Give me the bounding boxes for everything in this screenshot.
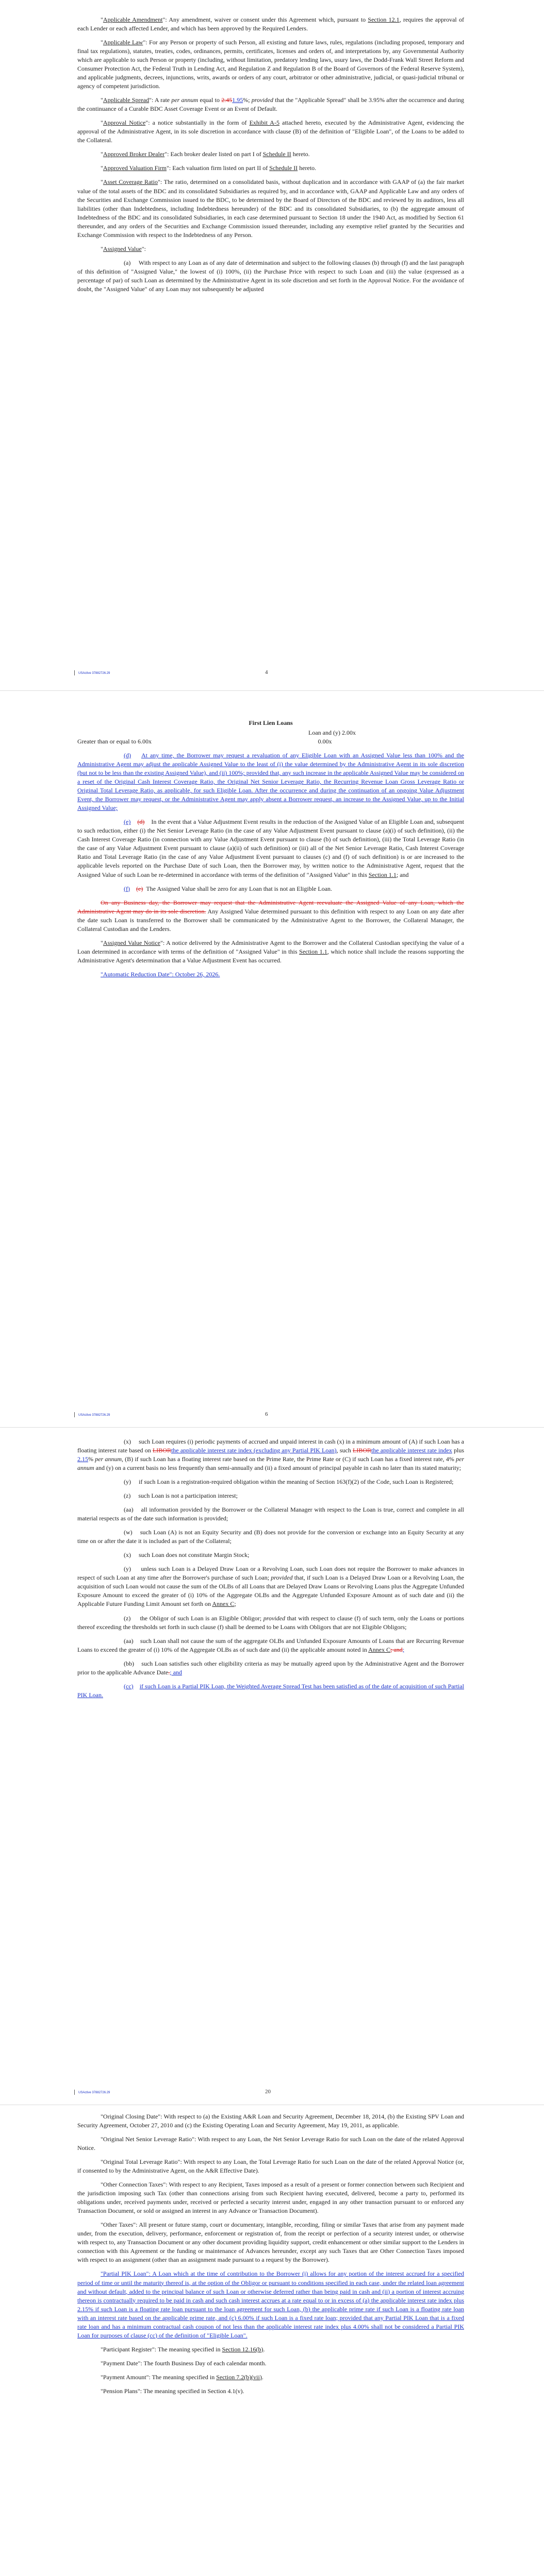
definition-assigned-value-notice: "Assigned Value Notice": A notice delivered by the Administrative Agent to the Borrower and the Collateral Custodian specifying the value of a Loan determined in accordance with terms of the definition of "Assigned Value" in this Section 1.1, which notice shall include the reasons supporting the Administrative Agent's determination that a Value Adjustment Event has occurred. bbox=[77, 939, 464, 964]
eligibility-clause-x2: (x) such Loan does not constitute Margin Stock; bbox=[124, 1551, 250, 1559]
definition-applicable-amendment: "Applicable Amendment": Any amendment, waiver or consent under this Agreement which, pursuant to Section 12.1, requires the approval of each Lender or each affected Lender, and which has been approved by the Required Lenders. bbox=[77, 16, 465, 32]
eligibility-clause-aa: (aa) all information provided by the Borrower or the Collateral Manager with respect to the Loan is true, correct and complete in all material respects as of the date such information is provided; bbox=[77, 1506, 464, 1522]
definition-original-closing-date: "Original Closing Date": With respect to (a) the Existing A&R Loan and Security Agreement, December 18, 2014, (b) the Existing SPV Loan and Security Agreement, October 27, 2010 and (c) the Existing Operating Loan and Security Agreement, May 19, 2011, as applicable. bbox=[77, 2113, 464, 2129]
definition-participant-register: "Participant Register": The meaning specified in Section 12.16(b). bbox=[101, 2345, 265, 2353]
page-33 bbox=[77, 2112, 464, 2401]
definition-asset-coverage-ratio: "Asset Coverage Ratio": The ratio, determined on a consolidated basis, without duplication and in accordance with GAAP of (a) the fair market value of the total assets of the BDC and its consolidated Subsidiaries as required by, and in accordance with, GAAP and Applicable Law and any orders of the Securities and Exchange Commission issued to the BDC, to be determined by the Board of Directors of the BDC and reviewed by its auditors, less all liabilities (other than Indebtedness, including Indebtedness hereunder) of the BDC and its consolidated Subsidiaries, to (b) the aggregate amount of Indebtedness of the BDC and its consolidated Subsidiaries, in each case determined pursuant to Section 18 under the 1940 Act, as modified by Section 61 thereunder, and any orders of the Securities and Exchange Commission issued thereunder, including any exemptive relief granted by the Securities and Exchange Commission with respect to the Indebtedness of any Person. bbox=[77, 178, 464, 239]
eligibility-clause-aa2: (aa) such Loan shall not cause the sum of the aggregate OLBs and Unfunded Exposure Amounts of Loans that are Recurring Revenue Loans to exceed the greater of (i) 10% of the Aggregate OLBs as of such date and (ii) the applicable amount noted in Annex C; and; bbox=[77, 1637, 464, 1653]
eligibility-clause-y: (y) if such Loan is a registration-required obligation within the meaning of Section 163(f)(2) of the Code, such Loan is Registered; bbox=[124, 1478, 454, 1486]
eligibility-clause-cc: (cc) if such Loan is a Partial PIK Loan, the Weighted Average Spread Test has been satisfied as of the date of acquisition of such Partial PIK Loan. bbox=[77, 1682, 464, 1699]
page-footer: USActive 37882726.29 6 bbox=[74, 1412, 466, 1419]
eligibility-clause-w: (w) such Loan (A) is not an Equity Security and (B) does not provide for the conversion or exchange into an Equity Security at any time on or after the date it is included as part of the Collateral; bbox=[77, 1529, 464, 1545]
definition-approval-notice: "Approval Notice": a notice substantially in the form of Exhibit A-5 attached hereto, executed by the Administrative Agent, evidencing the approval of the Administrative Agent, in its sole discretion in accordance with clause (B) of the definition of "Eligible Loan", of the Loans to be added to the Collateral. bbox=[77, 119, 464, 144]
page-footer bbox=[74, 670, 466, 677]
eligibility-clause-z2: (z) the Obligor of such Loan is an Eligible Obligor; provided that with respect to clause (f) of such term, only the Loans or portions thereof exceeding the thresholds set forth in such clause (f) shall be deemed to be Loans with Obligors that are not Eligible Obligors; bbox=[77, 1614, 464, 1631]
definition-applicable-law: "Applicable Law": For any Person or property of such Person, all existing and future laws, rules, regulations (including proposed, temporary and final tax regulations), statutes, treaties, codes, ordinances, permits, certificates, licenses and orders of, and interpretations by, any Governmental Authority which are applicable to such Person or property (including, without limitation, predatory lending laws, usury laws, the Dodd-Frank Wall Street Reform and Consumer Protection Act, the Federal Truth in Lending Act, and Regulation Z and Regulation B of the Board of Governors of the Federal Reserve System), and applicable judgments, decrees, injunctions, writs, awards or orders of any court, arbitrator or other administrative, judicial, or quasi-judicial tribunal or agency of competent jurisdiction. bbox=[77, 39, 464, 90]
assigned-value-clause-f: (f) (e) The Assigned Value shall be zero for any Loan that is not an Eligible Loan. bbox=[124, 885, 333, 892]
page-6 bbox=[77, 719, 464, 984]
eligibility-clause-x: (x) such Loan requires (i) periodic payments of accrued and unpaid interest in cash (x) in a minimum amount of (A) if such Loan has a floating interest rate based on LIBORthe applicable interest rate index (excluding any Partial PIK Loan), such LIBORthe applicable interest rate index plus 2.15% per annum, (B) if such Loan has a floating interest rate based on the Prime Rate, the Prime Rate or (C) if such Loan has a fixed interest rate, 4% per annum and (y) on a current basis no less frequently than semi-annually and (ii) a fixed amount of principal payable in cash no later than its stated maturity; bbox=[77, 1438, 465, 1472]
definition-assigned-value: "Assigned Value": bbox=[101, 245, 146, 252]
definition-original-net-senior-leverage-ratio: "Original Net Senior Leverage Ratio": With respect to any Loan, the Net Senior Leverage Ratio for such Loan on the date of the related Approval Notice. bbox=[77, 2136, 464, 2152]
definition-applicable-spread: "Applicable Spread": A rate per annum equal to 2.451.95%; provided that the "Applicable Spread" shall be 3.95% after the occurrence and during the continuance of a Curable BDC Asset Coverage Event or an Event of Default. bbox=[77, 96, 465, 113]
inserted-text: 1.95 bbox=[232, 96, 243, 104]
page-number: 6 bbox=[265, 1411, 268, 1417]
page-number: 4 bbox=[265, 669, 268, 675]
definition-other-connection-taxes: "Other Connection Taxes": With respect to any Recipient, Taxes imposed as a result of a present or former connection between such Recipient and the jurisdiction imposing such Tax (other than connections arising from such Recipient having executed, delivered, become a party to, performed its obligations under, received payments under, received or perfected a security interest under, engaged in any other transaction pursuant to or enforced any Transaction Document, or sold or assigned an interest in any Advance or Transaction Document). bbox=[77, 2181, 464, 2215]
section-link: Section 12.1 bbox=[368, 16, 400, 23]
definition-partial-pik-loan: "Partial PIK Loan": A Loan which at the time of contribution to the Borrower (i) allows for any portion of the interest accrued for a specified period of time or until the maturity thereof is, at the option of the Obligor or pursuant to conditions specified in each case, under the related loan agreement and without default, added to the principal balance of such Loan or otherwise deferred rather than being paid in cash and (ii) a portion of interest accruing thereon is contractually required to be paid in cash and such cash interest accrues at a rate equal to or in excess of (a) the applicable interest rate index plus 2.15% if such Loan is a floating rate loan pursuant to the loan agreement for such Loan, (b) the applicable prime rate if such Loan is a floating rate loan with an interest rate based on the applicable prime rate, and (c) 6.00% if such Loan is a fixed rate loan; provided that any Partial PIK Loan that is a fixed rate loan and has a minimum contractual cash coupon of not less than the applicable interest rate index plus 4.00% shall not be considered a Partial PIK Loan for purposes of clause (cc) of the definition of "Eligible Loan". bbox=[77, 2270, 464, 2339]
definition-pension-plans: "Pension Plans": The meaning specified in Section 4.1(v). bbox=[101, 2387, 244, 2395]
deleted-text: 2.45 bbox=[221, 96, 233, 104]
definition-original-total-leverage-ratio: "Original Total Leverage Ratio": With respect to any Loan, the Total Leverage Ratio for such Loan on the date of the related Approval Notice (or, if consented to by the Administrative Agent, on the A&R Effective Date). bbox=[77, 2158, 464, 2175]
definition-approved-broker-dealer: "Approved Broker Dealer": Each broker dealer listed on part I of Schedule II hereto. bbox=[101, 150, 310, 158]
page-divider bbox=[0, 690, 544, 691]
table-header: Loan and (y) 2.00x bbox=[308, 729, 356, 737]
definition-payment-date: "Payment Date": The fourth Business Day of each calendar month. bbox=[101, 2359, 267, 2367]
page-20 bbox=[77, 1437, 464, 1705]
eligibility-clause-bb: (bb) such Loan satisfies such other eligibility criteria as may be mutually agreed upon by the Administrative Agent and the Borrower prior to the applicable Advance Date.; and bbox=[77, 1659, 464, 1676]
assigned-value-clause-a: (a) With respect to any Loan as of any date of determination and subject to the following clauses (b) through (f) and the last paragraph of this definition of "Assigned Value," the lowest of (i) 100%, (ii) the Purchase Price with respect to such Loan and (iii) the value (expressed as a percentage of par) of such Loan as determined by the Administrative Agent in its sole discretion and set forth in the Approval Notice. For the avoidance of doubt, the "Assigned Value" of any Loan may not subsequently be adjusted bbox=[77, 259, 464, 293]
assigned-value-clause-d: (d) At any time, the Borrower may request a revaluation of any Eligible Loan with an Assigned Value less than 100% and the Administrative Agent may adjust the applicable Assigned Value to the least of (i) the value determined by the Administrative Agent in its sole discretion (but not to be less than the existing Assigned Value), and (ii) 100%; provided that, any such increase in the applicable Assigned Value may be considered on a reset of the Original Cash Interest Coverage Ratio, the Original Net Senior Leverage Ratio, the Recurring Revenue Loan Gross Leverage Ratio or Original Total Leverage Ratio, as applicable, for such Eligible Loan. After the occurrence and during the continuation of an ongoing Value Adjustment Event, the Borrower may request, or the Administrative Agent may apply absent a Borrower request, an increase to the Assigned Value, up to the Initial Assigned Value; bbox=[77, 752, 465, 812]
table-row: Greater than or equal to 6.00x 0.00x bbox=[77, 738, 332, 745]
eligibility-clause-y2: (y) unless such Loan is a Delayed Draw Loan or a Revolving Loan, such Loan does not require the Borrower to make advances in respect of such Loan at any time after the Borrower's purchase of such Loan; provided that, if such Loan is a Delayed Draw Loan or a Revolving Loan, the acquisition of such Loan would not cause the sum of the OLBs of all Loans that are Delayed Draw Loans or Revolving Loans plus the Aggregate Unfunded Exposure Amount to exceed the greater of (i) 10% of the Aggregate OLBs and the Aggregate Unfunded Exposure Amount as of such date and (ii) the Applicable Future Funding Limit Amount set forth on Annex C; bbox=[77, 1565, 464, 1608]
eligibility-clause-z: (z) such Loan is not a participation interest; bbox=[124, 1492, 238, 1500]
definition-automatic-reduction-date: "Automatic Reduction Date": October 26, 2026. bbox=[101, 970, 220, 978]
assigned-value-clause-e: (e) (d) In the event that a Value Adjustment Event results in the reduction of the Assigned Value of an Eligible Loan and, subsequent to such reduction, either (i) the Net Senior Leverage Ratio (in the case of any Value Adjustment Event pursuant to clause (a)(i) of such definition), (ii) the Cash Interest Coverage Ratio (in connection with any Value Adjustment Event pursuant to clause (b) of such definition), (iii) the Total Leverage Ratio (in the case of any Value Adjustment Event pursuant to clause (a)(ii) of such definition) or (iii) all of the Net Senior Leverage Ratio, Cash Interest Coverage Ratio and Total Leverage Ratio (in the case of any Value Adjustment Event pursuant to clauses (c) and (f) of such definition) is or are increased to the applicable levels reported on the Purchase Date of such Loan, then the Borrower may, by written notice to the Administrative Agent, request that the Assigned Value of such Loan be re-determined in accordance with terms of the definition of "Assigned Value" in this Section 1.1; and bbox=[77, 818, 464, 878]
table-title: First Lien Loans bbox=[249, 719, 293, 726]
definition-approved-valuation-firm: "Approved Valuation Firm": Each valuation firm listed on part II of Schedule II hereto. bbox=[101, 164, 317, 172]
assigned-value-closing-paragraph: On any Business day, the Borrower may request that the Administrative Agent reevaluate the Assigned Value of any Loan, which the Administrative Agent may do in its sole discretion. Any Assigned Value determined pursuant to this definition with respect to any Loan on any date after the date such Loan is transferred to the Borrower shall be communicated by the Administrative Agent to the Borrower, the Collateral Manager, the Collateral Custodian and the Lenders. bbox=[77, 899, 465, 933]
document-reference: USActive 37882726.29 bbox=[78, 672, 110, 675]
page-divider bbox=[0, 1427, 544, 1428]
definition-other-taxes: "Other Taxes": All present or future stamp, court or documentary, intangible, recording, filing or similar Taxes that arise from any payment made under, from the execution, delivery, performance, enforcement or registration of, from the receipt or perfection of a security interest under, or otherwise with respect to, any Transaction Document or any other document providing liquidity support, credit enhancement or other similar support to the Lenders in connection with this Agreement or the funding or maintenance of Advances hereunder, except any such Taxes that are Other Connection Taxes imposed with respect to an assignment (other than an assignment made pursuant to a request by the Borrower). bbox=[77, 2221, 464, 2264]
page-number: 20 bbox=[265, 2089, 271, 2095]
page-4 bbox=[77, 15, 464, 299]
definition-payment-amount: "Payment Amount": The meaning specified in Section 7.2(b)(vii). bbox=[101, 2373, 263, 2381]
page-footer: USActive 37882726.29 20 bbox=[74, 2089, 466, 2096]
